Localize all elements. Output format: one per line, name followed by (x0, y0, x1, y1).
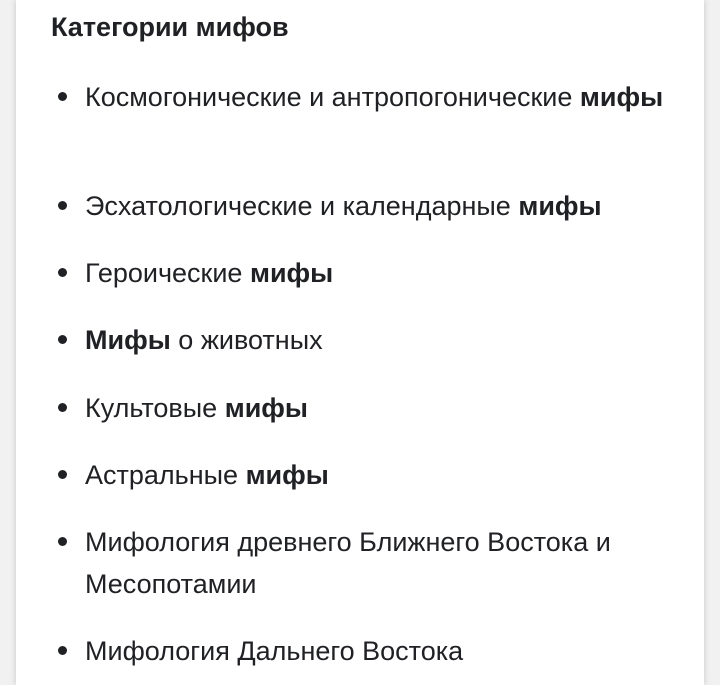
list-item (85, 76, 685, 118)
item-bold-text: Мифы (85, 325, 171, 355)
bullet-icon (58, 537, 67, 546)
list-item (85, 630, 685, 672)
item-text: Культовые (85, 393, 218, 423)
bullet-icon (58, 335, 67, 344)
item-bold-text: мифы (249, 258, 334, 288)
item-bold-text: мифы (518, 191, 602, 221)
list-item (85, 521, 685, 605)
item-bold-text: мифы (579, 82, 664, 112)
bullet-icon (58, 268, 67, 277)
item-text: Космогонические и антропогонические (85, 82, 573, 112)
item-bold-text: мифы (245, 460, 329, 490)
bullet-icon (58, 92, 67, 101)
item-text: Мифология Дальнего Востока (85, 636, 464, 666)
item-text: Мифология древнего Ближнего Востока и Месопотамии (85, 527, 611, 599)
item-text: Эсхатологические и календарные (85, 191, 511, 221)
list-item (85, 454, 685, 496)
content-card (16, 0, 704, 685)
item-text: о животных (178, 325, 323, 355)
list-item (85, 252, 685, 294)
section-heading: Категории мифов (51, 12, 289, 42)
list-item (85, 185, 685, 227)
bullet-icon (58, 403, 67, 412)
item-text: Астральные (85, 460, 239, 490)
item-text: Героические (85, 258, 243, 288)
bullet-icon (58, 470, 67, 479)
list-item (85, 387, 685, 429)
list-item (85, 319, 685, 361)
bullet-icon (58, 646, 67, 655)
item-bold-text: мифы (224, 393, 308, 423)
bullet-icon (58, 201, 67, 210)
